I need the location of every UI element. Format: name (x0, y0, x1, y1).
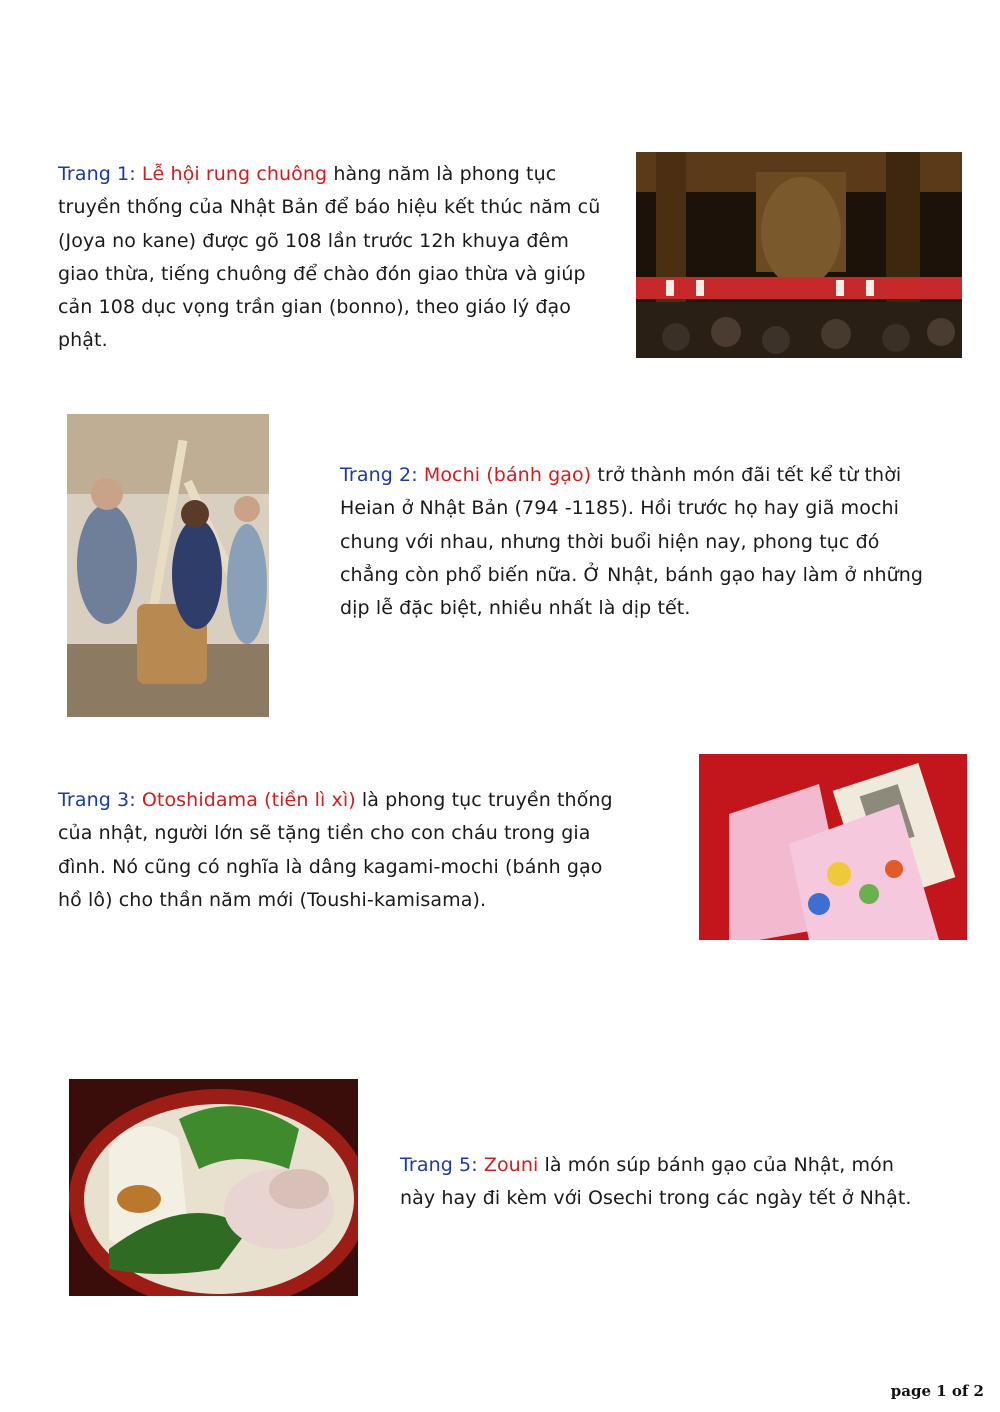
money-envelope-photo-icon (699, 754, 967, 940)
section-3-text: là phong tục truyền thống của nhật, người lớn sẽ tặng tiền cho con cháu trong gia đình. Nó cũng có nghĩa là dâng kagami-mochi (bánh gạo hồ lô) cho thần năm mới (Toushi-kamisama). (58, 789, 613, 911)
section-5-paragraph (400, 1149, 930, 1216)
section-2-highlight: Mochi (bánh gạo) (423, 464, 592, 486)
section-2-label: Trang 2: (340, 464, 418, 486)
section-3-label: Trang 3: (58, 789, 136, 811)
section-1-label: Trang 1: (58, 163, 136, 185)
section-2-text: trở thành món đãi tết kể từ thời Heian ở Nhật Bản (794 -1185). Hồi trước họ hay giã mochi chung với nhau, nhưng thời buổi hiện nay, phong tục đó chẳng còn phổ biến nữa. Ở Nhật, bánh gạo hay làm ở những dịp lễ đặc biệt, nhiều nhất là dịp tết. (340, 464, 924, 620)
temple-bell-photo-icon (636, 152, 962, 358)
section-1-highlight: Lễ hội rung chuông (141, 163, 328, 185)
section-5-text: là món súp bánh gạo của Nhật, món này hay đi kèm với Osechi trong các ngày tết ở Nhật. (400, 1154, 912, 1210)
section-5-label: Trang 5: (400, 1154, 478, 1176)
section-1-text: hàng năm là phong tục truyền thống của Nhật Bản để báo hiệu kết thúc năm cũ (Joya no kane) được gõ 108 lần trước 12h khuya đêm giao thừa, tiếng chuông để chào đón giao thừa và giúp cản 108 dục vọng trần gian (bonno), theo giáo lý đạo phật. (58, 163, 601, 352)
section-3-highlight: Otoshidama (tiền lì xì) (141, 789, 356, 811)
section-2-paragraph (340, 459, 925, 625)
page-number: page 1 of 2 (890, 1382, 984, 1400)
section-1-paragraph (58, 158, 608, 358)
mochi-pounding-photo-icon (67, 414, 269, 717)
zouni-soup-photo-icon (69, 1079, 358, 1296)
section-5-highlight: Zouni (483, 1154, 539, 1176)
section-3-paragraph (58, 784, 613, 917)
